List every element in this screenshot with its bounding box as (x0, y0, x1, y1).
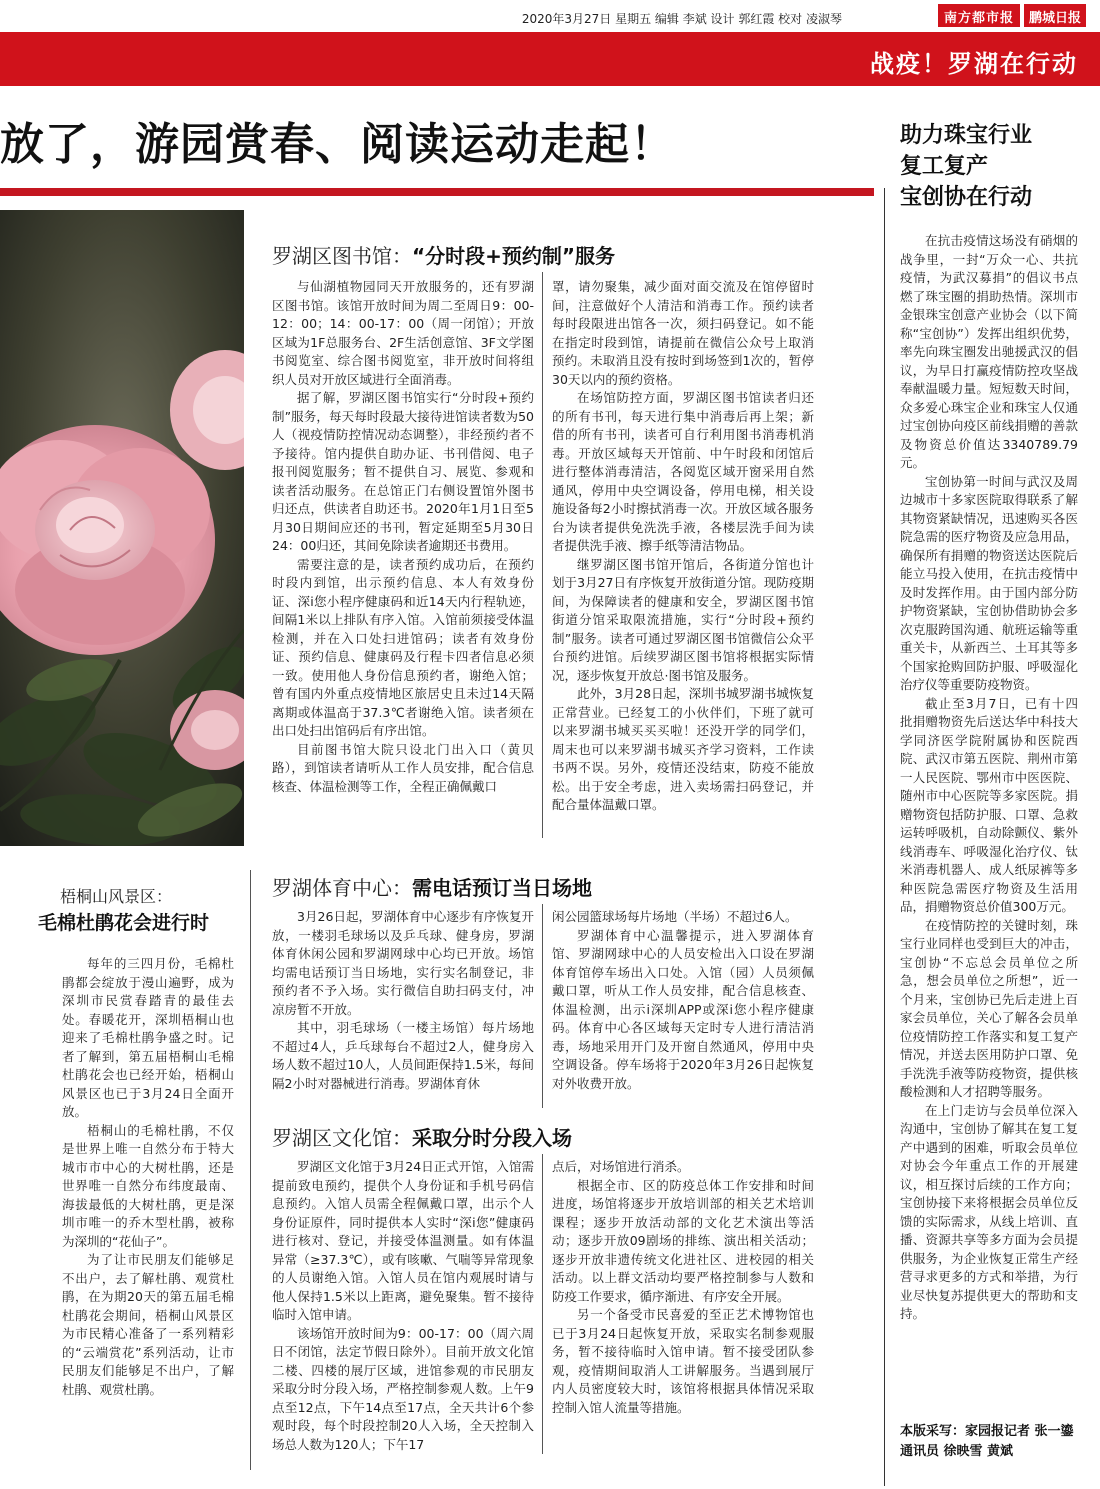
right-article-paragraph: 在抗击疫情这场没有硝烟的战争里，一封“万众一心、共抗疫情，为武汉募捐”的倡议书点燃了珠宝圈的捐助热情。深圳市金银珠宝创意产业协会（以下简称“宝创协”）发挥出组织优势，率先向珠宝圈发出驰援武汉的倡议，为早日打赢疫情防控攻坚战奉献温暖力量。短短数天时间，众多爱心珠宝企业和珠宝人仅通过宝创协向疫区前线捐赠的善款及物资总价值达3340789.79元。 (900, 233, 1078, 470)
library-column-2 (552, 278, 814, 815)
right-article-paragraph: 截止至3月7日，已有十四批捐赠物资先后送达华中科技大学同济医学院附属协和医院西院、武汉市第五医院、荆州市第一人民医院、鄂州市中医医院、随州市中心医院等多家医院。捐赠物资包括防护服、口罩、急救运转呼吸机，自动除颤仪、紫外线消毒车、呼吸湿化治疗仪、钛米消毒机器人、成人纸尿裤等多种医院急需医疗物资及生活用品，捐赠物资总价值300万元。 (900, 695, 1078, 914)
culture-paragraph: 点后，对场馆进行消杀。 (552, 1159, 690, 1174)
culture-column-2 (552, 1158, 814, 1417)
page-headline: 放了，游园赏春、阅读运动走起！ (0, 119, 675, 170)
left-article-paragraph: 每年的三四月份，毛棉杜鹃都会绽放于漫山遍野，成为深圳市民赏春踏青的最佳去处。春暖花开，深圳梧桐山也迎来了毛棉杜鹃争盛之时。记者了解到，第五届梧桐山毛棉杜鹃花会也已经开始，梧桐山风景区也已于3月24日全面开放。 (62, 956, 234, 1119)
sports-paragraph: 罗湖体育中心温馨提示，进入罗湖体育馆、罗湖网球中心的人员安检出入口设在罗湖体育馆停车场出入口处。入馆（园）人员须佩戴口罩，听从工作人员安排，配合信息核查、体温检测，出示i深圳APP或深i您小程序健康码。体育中心各区域每天定时专人进行清洁消毒，场地采用开门及开窗自然通风，停用中央空调设备。停车场将于2020年3月26日起恢复对外收费开放。 (552, 927, 814, 1091)
culture-paragraph: 另一个备受市民喜爱的至正艺术博物馆也已于3月24日起恢复开放，采取实名制参观服务，暂不接待临时入馆申请。暂不接受团队参观，疫情期间取消人工讲解服务。当遇到展厅内人员密度较大时，该馆将根据具体情况采取控制入馆人流量等措施。 (552, 1307, 814, 1415)
sports-column-2 (552, 908, 814, 1093)
sports-paragraph: 其中，羽毛球场（一楼主场馆）每片场地不超过4人，乒乓球每台不超过2人，健身房入场人数不超过10人，人员间距保持1.5米，每间隔2小时对器械进行消毒。罗湖体育休 (272, 1020, 534, 1091)
sports-paragraph: 闲公园篮球场每片场地（半场）不超过6人。 (552, 909, 798, 924)
culture-section-heading (272, 1122, 572, 1151)
library-paragraph: 继罗湖区图书馆开馆后，各街道分馆也计划于3月27日有序恢复开放街道分馆。现防疫期间，为保障读者的健康和安全，罗湖区图书馆街道分馆采取限流措施，实行“分时段+预约制”服务。读者可通过罗湖区图书馆微信公众平台预约进馆。后续罗湖区图书馆将根据实际情况，逐步恢复开放总·图书馆及服务。 (552, 556, 814, 683)
left-article-paragraph: 梧桐山的毛棉杜鹃，不仅是世界上唯一自然分布于特大城市市中心的大树杜鹃，还是世界唯一自然分布纬度最南、海拔最低的大树杜鹃，更是深圳市唯一的乔木型杜鹃，被称为深圳的“花仙子”。 (62, 1122, 234, 1249)
library-section-prefix: 罗湖区图书馆： (272, 244, 412, 268)
library-paragraph: 在场馆防控方面，罗湖区图书馆读者归还的所有书刊，每天进行集中消毒后再上架；新借的所有书刊，读者可自行利用图书消毒机消毒。开放区域每天开馆前、中午时段和闭馆后进行整体消毒清洁，各阅览区域开窗采用自然通风，停用中央空调设备，停用电梯，相关设施设备每2小时擦拭消毒一次。开放区域各服务台为读者提供免洗洗手液，各楼层洗手间为读者提供洗手液、擦手纸等清洁物品。 (552, 390, 814, 553)
camellia-flower-photo (0, 210, 244, 846)
right-article-paragraph: 在上门走访与会员单位深入沟通中，宝创协了解其在复工复产中遇到的困难，听取会员单位对协会今年重点工作的开展建议，相互探讨后续的工作方向；宝创协接下来将根据会员单位反馈的实际需求，从线上培训、直播、资源共享等多方面为会员提供服务，为企业恢复正常生产经营寻求更多的方式和举措，为行业尽快复苏提供更大的帮助和支持。 (900, 1102, 1078, 1321)
library-paragraph: 目前图书馆大院只设北门出入口（黄贝路），到馆读者请听从工作人员安排，配合信息核查、体温检测等工作，全程正确佩戴口 (272, 741, 534, 794)
sports-section-prefix: 罗湖体育中心： (272, 876, 412, 900)
column-divider (542, 904, 543, 1108)
culture-paragraph: 罗湖区文化馆于3月24日正式开馆，入馆需提前致电预约，提供个人身份证和手机号码信息预约。入馆人员需全程佩戴口罩，出示个人身份证原件，同时提供本人实时“深i您”健康码进行核对、登记，并接受体温测量。如有体温异常（≥37.3℃），或有咳嗽、气喘等异常现象的人员谢绝入馆。入馆人员在馆内观展时请与他人保持1.5米以上距离，避免聚集。暂不接待临时入馆申请。 (272, 1159, 534, 1322)
column-divider (250, 870, 251, 1470)
library-paragraph: 据了解，罗湖区图书馆实行“分时段+预约制”服务，每天每时段最大接待进馆读者数为50人（视疫情防控情况动态调整），非经预约者不予接待。馆内提供自助办证、书刊借阅、电子报刊阅览服务；暂不提供自习、展览、参观和读者活动服务。在总馆正门右侧设置馆外图书归还点，供读者自助还书。2020年1月1日至5月30日期间应还的书刊，暂定延期至5月30日24：00归还，其间免除读者逾期还书费用。 (272, 390, 534, 553)
right-article-title-line: 宝创协在行动 (900, 185, 1033, 210)
left-article-body (62, 955, 234, 1399)
library-column-1 (272, 278, 534, 796)
column-divider (542, 272, 543, 838)
culture-section-title: 采取分时分段入场 (412, 1126, 572, 1150)
right-article-paragraph: 宝创协第一时间与武汉及周边城市十多家医院取得联系了解其物资紧缺情况，迅速购买各医院急需的医疗物资及应急用品，确保所有捐赠的物资送达医院后能立马投入使用，在抗击疫情中及时发挥作用。由于国内部分防护物资紧缺，宝创协借助协会多次克服跨国沟通、航班运输等重重关卡，从新西兰、土耳其等多个国家抢购回防护服、呼吸湿化治疗仪等重要防疫物资。 (900, 473, 1078, 692)
section-band-title: 战疫！罗湖在行动 (870, 50, 1078, 78)
sports-section-title: 需电话预订当日场地 (412, 876, 592, 900)
library-paragraph: 此外，3月28日起，深圳书城罗湖书城恢复正常营业。已经复工的小伙伴们，下班了就可以来罗湖书城买买买啦！还没开学的同学们，周末也可以来罗湖书城买齐学习资料，工作读书两不误。另外，疫情还没结束，防疫不能放松。出于安全考虑，进入卖场需扫码登记，并配合量体温戴口罩。 (552, 686, 814, 812)
sports-column-1 (272, 908, 534, 1093)
library-section-heading (272, 240, 615, 269)
column-divider (542, 1154, 543, 1454)
photo-illustration (0, 210, 244, 846)
culture-paragraph: 该场馆开放时间为9：00-17：00（周六周日不闭馆，法定节假日除外）。目前开放文化馆二楼、四楼的展厅区域，进馆参观的市民朋友采取分时分段入场，严格控制参观人数。上午9点至12点，下午14点至17点，全天共计6个参观时段，每个时段控制20人入场，全天控制入场总人数为120人；下午17 (272, 1325, 534, 1452)
right-article-title (900, 120, 1080, 213)
left-article-title: 毛棉杜鹃花会进行时 (38, 912, 210, 934)
right-article-title-line: 复工复产 (900, 154, 989, 179)
library-paragraph: 罩，请勿聚集，减少面对面交流及在馆停留时间，注意做好个人清洁和消毒工作。预约读者每时段限进出馆各一次，须扫码登记。如不能在指定时段到馆，请提前在微信公众号上取消预约。未取消且没有按时到场签到1次的，暂停30天以内的预约资格。 (552, 279, 814, 387)
library-paragraph: 与仙湖植物园同天开放服务的，还有罗湖区图书馆。该馆开放时间为周二至周日9：00-12：00；14：00-17：00（周一闭馆）；开放区域为1F总服务台、2F生活创意馆、3F文学图书阅览室、综合图书阅览室，非开放时间将组织人员对开放区域进行全面消毒。 (272, 279, 534, 387)
article-byline: 本版采写：家园报记者 张一鎏 通讯员 徐映雪 黄斌 (900, 1424, 1074, 1459)
library-section-title: “分时段+预约制”服务 (412, 244, 616, 268)
left-article-paragraph: 为了让市民朋友们能够足不出户，去了解杜鹃、观赏杜鹃，在为期20天的第五届毛棉杜鹃花会期间，梧桐山风景区为市民精心准备了一系列精彩的“云端赏花”系列活动，让市民朋友们能够足不出户，了解杜鹃、观赏杜鹃。 (62, 1252, 234, 1397)
right-column-divider (884, 188, 885, 1486)
culture-section-prefix: 罗湖区文化馆： (272, 1126, 412, 1150)
sports-paragraph: 3月26日起，罗湖体育中心逐步有序恢复开放，一楼羽毛球场以及乒乓球、健身房，罗湖体育休闲公园和罗湖网球中心均已开放。场馆均需电话预订当日场地，实行实名制登记，非预约者不予入场。实行微信自助扫码支付，冲凉房暂不开放。 (272, 909, 534, 1017)
newspaper-logo (938, 4, 1086, 27)
left-article-kicker: 梧桐山风景区： (60, 887, 173, 906)
right-article-body (900, 232, 1078, 1324)
sports-section-heading (272, 872, 592, 901)
right-article-title-line: 助力珠宝行业 (900, 123, 1033, 148)
issue-meta: 2020年3月27日 星期五 编辑 李斌 设计 郭红霞 校对 凌淑琴 (521, 12, 842, 26)
logo-sub: 鹏城日报 (1022, 4, 1086, 27)
right-article-paragraph: 在疫情防控的关键时刻，珠宝行业同样也受到巨大的冲击，宝创协“不忘总会员单位之所急，想会员单位之所想”，近一个月来，宝创协已先后走进上百家会员单位，关心了解各会员单位疫情防控工作落实和复工复产情况，并送去医用防护口罩、免手洗洗手液等防疫物资，提供核酸检测和人才招聘等服务。 (900, 917, 1078, 1099)
culture-paragraph: 根据全市、区的防疫总体工作安排和时间进度，场馆将逐步开放培训部的相关艺术培训课程；逐步开放活动部的文化艺术演出等活动；逐步开放09剧场的排练、演出相关活动；逐步开放非遗传统文化进社区、进校园的相关活动。以上群文活动均要严格控制参与人数和防疫工作要求，循序渐进、有序安全开展。 (552, 1177, 814, 1304)
logo-main: 南方都市报 (938, 4, 1020, 27)
culture-column-1 (272, 1158, 534, 1454)
library-paragraph: 需要注意的是，读者预约成功后，在预约时段内到馆，出示预约信息、本人有效身份证、深i您小程序健康码和近14天内行程轨迹，间隔1米以上排队有序入馆。入馆前须接受体温检测，并在入口处扫进馆码；读者有效身份证、预约信息、健康码及行程卡四者信息必须一致。使用他人身份信息预约者，谢绝入馆；曾有国内外重点疫情地区旅居史且未过14天隔离期或体温高于37.3℃者谢绝入馆。读者须在出口处扫出馆码后有序出馆。 (272, 556, 534, 738)
headline-rule (0, 188, 874, 196)
